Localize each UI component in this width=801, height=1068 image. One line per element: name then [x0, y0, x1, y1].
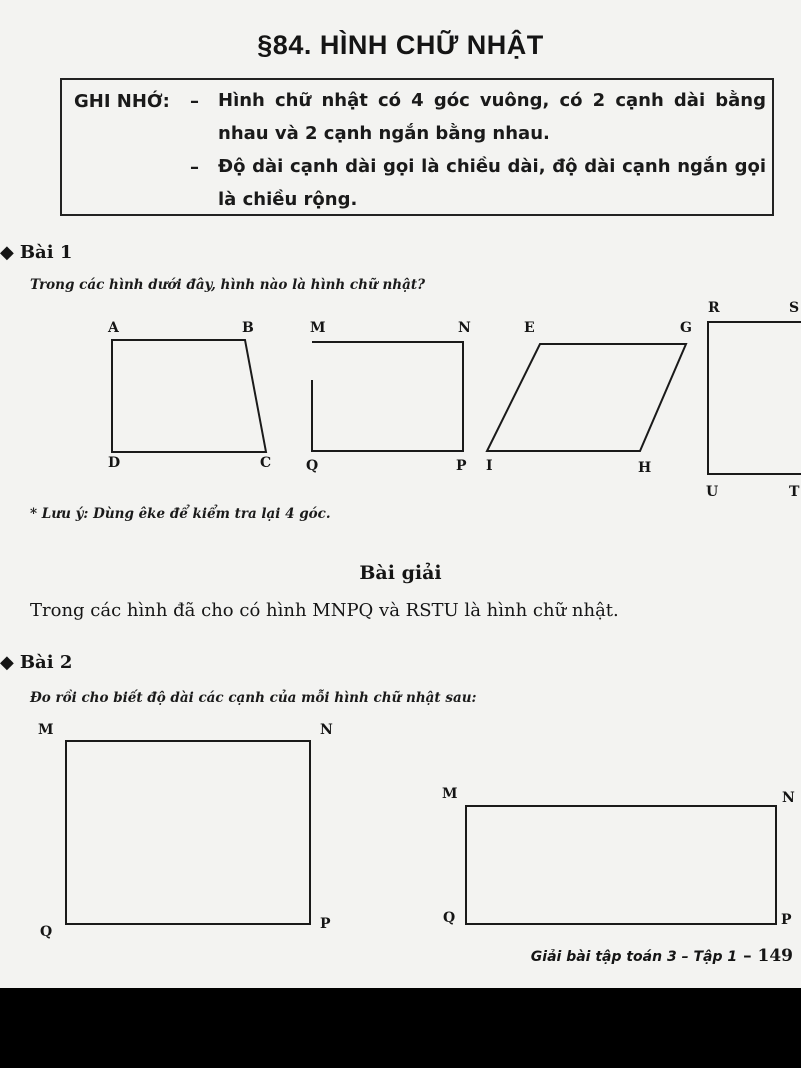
page-title: §84. HÌNH CHỮ NHẬT — [257, 30, 544, 60]
vertex-label: H — [638, 460, 652, 476]
diamond-bullet-icon: ◆ — [0, 652, 14, 673]
page-number: – 149 — [743, 946, 793, 966]
shape-rect-2 — [466, 806, 776, 924]
vertex-label: A — [108, 320, 119, 336]
shape-mnpq — [312, 342, 463, 451]
vertex-label: Q — [443, 910, 456, 926]
page-footer — [531, 946, 793, 966]
bottom-black-bar — [0, 988, 801, 1068]
vertex-label: E — [524, 320, 535, 336]
exercise-2-heading: ◆ Bài 2 — [0, 652, 73, 673]
vertex-label: N — [320, 722, 333, 738]
vertex-label: S — [789, 300, 800, 316]
vertex-label: P — [781, 912, 792, 928]
vertex-label: I — [486, 458, 493, 474]
shape-abcd — [112, 340, 266, 452]
bullet-dash: – — [190, 91, 199, 112]
shape-eghi — [487, 344, 686, 451]
vertex-label: T — [789, 484, 800, 500]
vertex-label: P — [320, 916, 331, 932]
exercise-1-question: Trong các hình dưới đây, hình nào là hình chữ nhật? — [30, 277, 425, 293]
vertex-label: N — [782, 790, 795, 806]
vertex-label: M — [38, 722, 54, 738]
vertex-label: C — [260, 455, 272, 471]
vertex-label: Q — [306, 458, 319, 474]
vertex-label: G — [680, 320, 692, 336]
solution-title: Bài giải — [359, 562, 442, 584]
book-title: Giải bài tập toán 3 – Tập 1 — [530, 949, 738, 965]
vertex-label: N — [458, 320, 471, 336]
remember-label: GHI NHỚ: — [74, 91, 170, 112]
vertex-label: U — [706, 484, 719, 500]
vertex-label: B — [242, 320, 254, 336]
remember-item-2: Độ dài cạnh dài gọi là chiều dài, độ dài cạnh ngắn gọi là chiều rộng. — [218, 156, 766, 210]
shape-rstu — [708, 322, 801, 474]
shape-rect-1 — [66, 741, 310, 924]
remember-item-1: Hình chữ nhật có 4 góc vuông, có 2 cạnh dài bằng nhau và 2 cạnh ngắn bằng nhau. — [218, 90, 766, 144]
vertex-label: P — [456, 458, 467, 474]
vertex-label: D — [108, 455, 121, 471]
solution-text: Trong các hình đã cho có hình MNPQ và RSTU là hình chữ nhật. — [30, 600, 619, 621]
exercise-2-question: Đo rồi cho biết độ dài các cạnh của mỗi hình chữ nhật sau: — [30, 690, 477, 706]
bullet-dash: – — [190, 157, 199, 178]
vertex-label: M — [442, 786, 458, 802]
vertex-label: M — [310, 320, 326, 336]
vertex-label: Q — [40, 924, 53, 940]
hint-note: * Lưu ý: Dùng êke để kiểm tra lại 4 góc. — [30, 506, 331, 522]
diamond-bullet-icon: ◆ — [0, 242, 14, 263]
exercise-1-heading: ◆ Bài 1 — [0, 242, 73, 263]
vertex-label: R — [708, 300, 720, 316]
